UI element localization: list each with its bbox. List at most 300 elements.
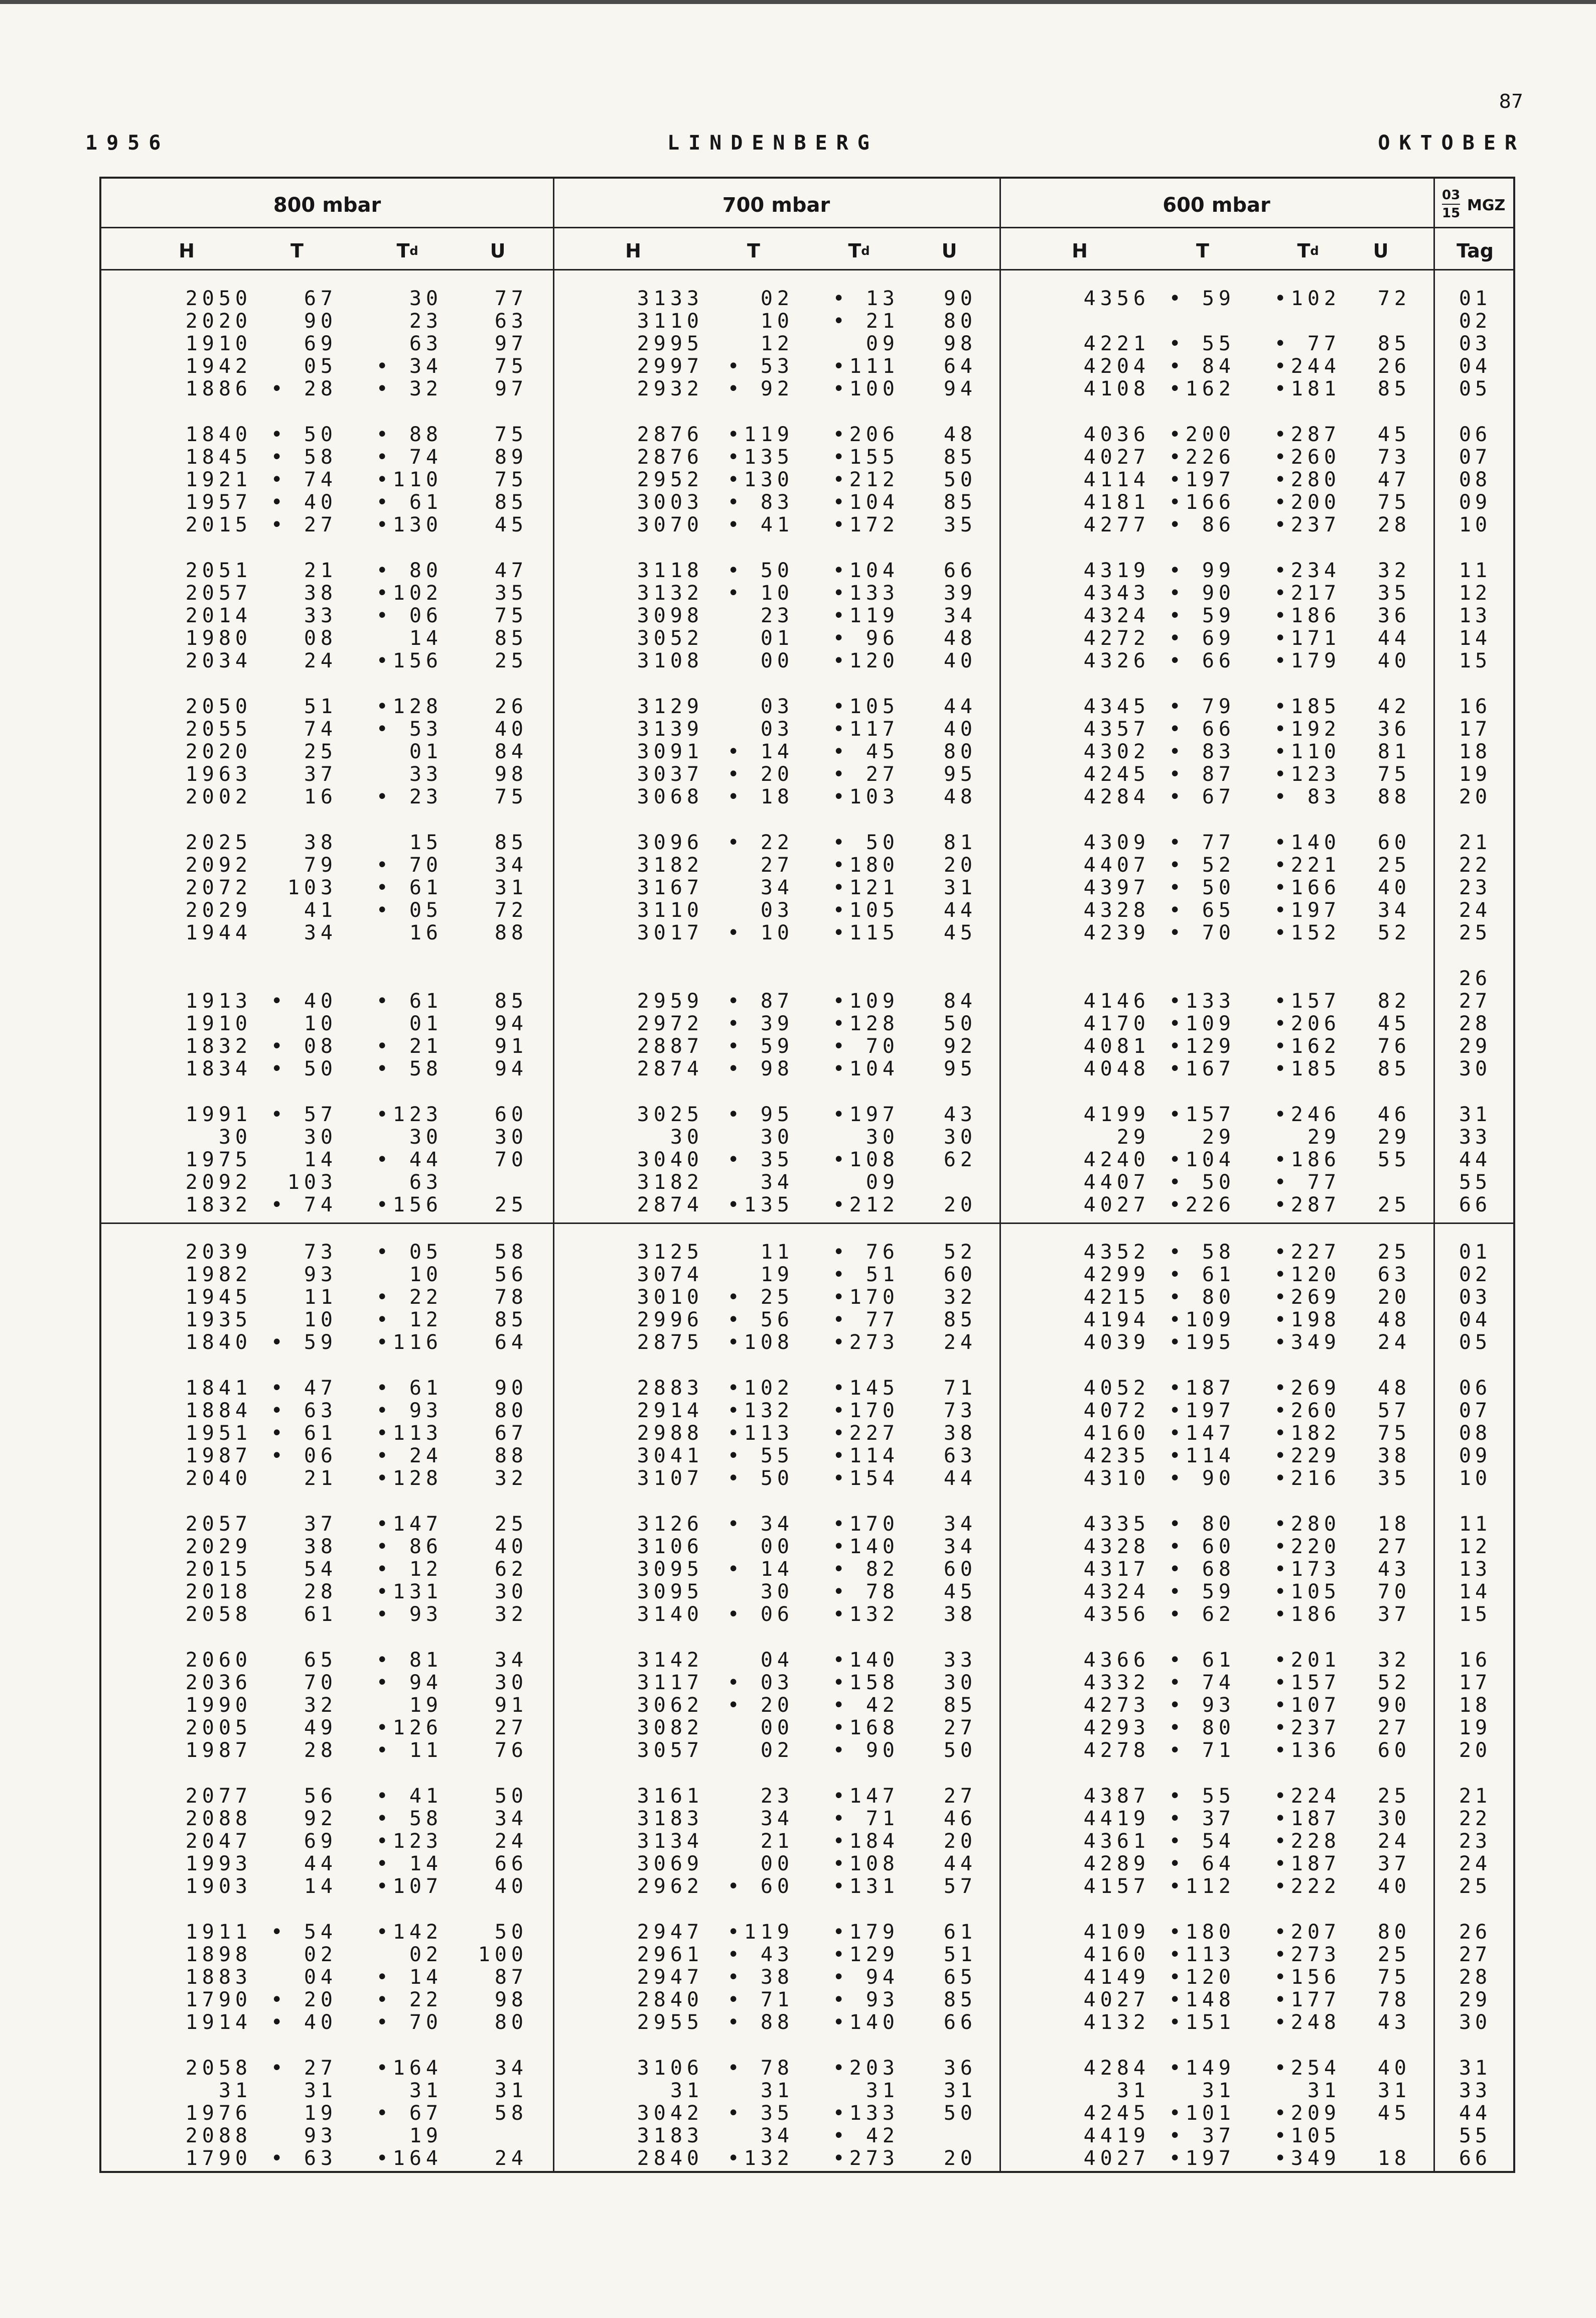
cell-t-800: 74	[304, 718, 337, 741]
cell-tag: 26	[1459, 967, 1492, 990]
cell-td-600: •157	[1274, 990, 1341, 1013]
cell-td-600: •152	[1274, 921, 1341, 944]
cell-t-700: 00	[760, 649, 794, 672]
cell-h-700: 3069	[637, 1852, 703, 1875]
cell-t-700: • 59	[727, 1035, 794, 1058]
cell-t-700: 19	[760, 1263, 794, 1286]
cell-tag: 20	[1459, 1739, 1492, 1762]
cell-td-700: •132	[832, 1603, 899, 1626]
cell-u-800: 30	[494, 1671, 528, 1694]
cell-t-800: 16	[304, 785, 337, 808]
cell-t-700: •102	[727, 1377, 794, 1400]
cell-u-700: 31	[943, 876, 977, 899]
cell-td-700: •104	[832, 1057, 899, 1080]
cell-td-700: •121	[832, 876, 899, 899]
cell-td-600: •192	[1274, 718, 1341, 741]
cell-td-600: •220	[1274, 1535, 1341, 1558]
cell-t-800: 30	[304, 1126, 337, 1149]
cell-u-800: 30	[494, 1580, 528, 1603]
cell-t-600: •149	[1169, 2057, 1235, 2080]
cell-td-800: 30	[409, 287, 443, 310]
cell-h-800: 2039	[185, 1241, 252, 1264]
cell-t-700: 23	[760, 604, 794, 627]
cell-tag: 09	[1459, 1444, 1492, 1467]
table-row	[101, 2011, 1513, 2034]
cell-td-700: •140	[832, 2011, 899, 2034]
cell-td-700: • 93	[832, 1988, 899, 2011]
cell-td-600: •224	[1274, 1785, 1341, 1808]
col-header-t-600: T	[1196, 240, 1209, 262]
cell-h-600: 4081	[1083, 1035, 1150, 1058]
cell-td-800: • 61	[376, 1377, 443, 1400]
cell-td-600: •280	[1274, 1513, 1341, 1536]
cell-t-600: •197	[1169, 2147, 1235, 2170]
cell-t-800: • 63	[270, 2147, 337, 2170]
cell-tag: 26	[1459, 1921, 1492, 1944]
cell-h-800: 1945	[185, 1286, 252, 1309]
cell-h-700: 2874	[637, 1057, 703, 1080]
cell-h-600: 4328	[1083, 1535, 1150, 1558]
cell-u-700: 92	[943, 1035, 977, 1058]
cell-t-800: 65	[304, 1649, 337, 1672]
cell-t-800: 19	[304, 2102, 337, 2125]
cell-u-700: 40	[943, 718, 977, 741]
cell-u-800: 75	[494, 355, 528, 378]
cell-u-600	[1280, 967, 1411, 990]
cell-h-800: 1976	[185, 2102, 252, 2125]
cell-td-800: •164	[376, 2147, 443, 2170]
cell-h-700: 2932	[637, 377, 703, 400]
cell-t-600: • 70	[1169, 921, 1235, 944]
table-row	[101, 332, 1513, 355]
cell-h-700: 3167	[637, 876, 703, 899]
cell-td-700: •170	[832, 1513, 899, 1536]
cell-u-600: 57	[1377, 1399, 1411, 1422]
cell-td-600: •237	[1274, 513, 1341, 536]
cell-u-800: 31	[494, 876, 528, 899]
cell-t-600: •148	[1169, 1988, 1235, 2011]
cell-u-700: 80	[943, 740, 977, 763]
cell-td-700: • 78	[832, 1580, 899, 1603]
cell-td-600: •234	[1274, 559, 1341, 582]
cell-td-600: •198	[1274, 1308, 1341, 1331]
cell-t-800: • 59	[270, 1331, 337, 1354]
cell-u-600: 85	[1377, 332, 1411, 355]
cell-tag: 18	[1459, 740, 1492, 763]
cell-h-600: 4352	[1083, 1241, 1150, 1264]
mgz-label: MGZ	[1467, 197, 1506, 214]
cell-h-800: 2029	[185, 1535, 252, 1558]
cell-t-800: 08	[304, 627, 337, 650]
cell-h-800: 2088	[185, 2124, 252, 2147]
cell-u-700: 62	[943, 1148, 977, 1171]
cell-u-800: 35	[494, 582, 528, 605]
cell-td-800: • 61	[376, 876, 443, 899]
cell-td-700: •128	[832, 1012, 899, 1035]
cell-u-600: 70	[1377, 1580, 1411, 1603]
cell-tag: 16	[1459, 1649, 1492, 1672]
cell-h-800: 2057	[185, 582, 252, 605]
cell-t-700: • 78	[727, 2057, 794, 2080]
cell-td-600: •186	[1274, 1603, 1341, 1626]
cell-t-800: 56	[304, 1785, 337, 1808]
cell-td-700: •105	[832, 899, 899, 922]
cell-td-600: •177	[1274, 1988, 1341, 2011]
cell-tag: 12	[1459, 1535, 1492, 1558]
cell-t-600: • 55	[1169, 1785, 1235, 1808]
cell-td-600: •187	[1274, 1852, 1341, 1875]
cell-t-700: •132	[727, 1399, 794, 1422]
cell-h-700: 3140	[637, 1603, 703, 1626]
cell-h-800: 2014	[185, 604, 252, 627]
cell-u-600: 73	[1377, 446, 1411, 469]
cell-h-700: 2840	[637, 2147, 703, 2170]
cell-tag: 23	[1459, 876, 1492, 899]
table-row	[101, 1444, 1513, 1467]
table-row	[101, 1875, 1513, 1898]
cell-t-600: • 60	[1169, 1535, 1235, 1558]
cell-t-600: •113	[1169, 1943, 1235, 1966]
cell-h-600: 4052	[1083, 1377, 1150, 1400]
cell-td-700: •109	[832, 990, 899, 1013]
cell-t-600: •114	[1169, 1444, 1235, 1467]
cell-u-600: 88	[1377, 785, 1411, 808]
cell-u-600: 28	[1377, 513, 1411, 536]
cell-t-700: 23	[760, 1785, 794, 1808]
mgz-numerator: 03	[1442, 187, 1460, 205]
cell-h-600: 4278	[1083, 1739, 1150, 1762]
table-row	[101, 876, 1513, 899]
cell-td-800: •130	[376, 513, 443, 536]
cell-u-600: 25	[1377, 1241, 1411, 1264]
cell-td-700: •212	[832, 1193, 899, 1216]
cell-u-800: 75	[494, 468, 528, 491]
cell-td-600: •185	[1274, 1057, 1341, 1080]
cell-t-800: • 08	[270, 1035, 337, 1058]
table-row	[101, 831, 1513, 854]
cell-tag: 28	[1459, 1966, 1492, 1989]
cell-h-700: 3098	[637, 604, 703, 627]
cell-td-800: • 32	[376, 377, 443, 400]
cell-h-600: 4239	[1083, 921, 1150, 944]
table-row	[101, 1286, 1513, 1309]
cell-h-800: 1957	[185, 491, 252, 514]
cell-tag: 20	[1459, 785, 1492, 808]
cell-h-800: 1951	[185, 1422, 252, 1445]
cell-u-600: 35	[1377, 582, 1411, 605]
cell-tag: 21	[1459, 1785, 1492, 1808]
cell-td-800: • 21	[376, 1035, 443, 1058]
mgz-fraction	[1442, 187, 1460, 222]
cell-h-800: 31	[218, 2079, 252, 2102]
cell-td-600: •287	[1274, 423, 1341, 446]
cell-t-800: 103	[287, 1171, 337, 1194]
cell-h-600: 4027	[1083, 1193, 1150, 1216]
cell-td-800: 14	[409, 627, 443, 650]
cell-u-700: 95	[943, 763, 977, 786]
cell-t-800: 51	[304, 695, 337, 718]
cell-t-800: 38	[304, 831, 337, 854]
cell-td-600: • 77	[1274, 1171, 1341, 1194]
cell-u-700: 45	[943, 921, 977, 944]
table-row	[101, 1921, 1513, 1944]
col-header-td-600: T d	[1297, 240, 1319, 262]
cell-h-800: 2002	[185, 785, 252, 808]
cell-td-600: •287	[1274, 1193, 1341, 1216]
cell-u-700: 94	[943, 377, 977, 400]
cell-tag: 02	[1459, 310, 1492, 333]
cell-u-800: 70	[494, 1148, 528, 1171]
cell-td-800: • 70	[376, 2011, 443, 2034]
cell-t-700: • 20	[727, 1694, 794, 1717]
cell-u-600: 25	[1377, 854, 1411, 877]
cell-h-700: 2988	[637, 1422, 703, 1445]
cell-u-600: 26	[1377, 355, 1411, 378]
table-row	[101, 1263, 1513, 1286]
cell-u-700: 50	[943, 1739, 977, 1762]
cell-td-700: • 70	[832, 1035, 899, 1058]
cell-tag: 24	[1459, 1852, 1492, 1875]
cell-tag: 09	[1459, 491, 1492, 514]
cell-u-600: 24	[1377, 1331, 1411, 1354]
cell-h-800: 2050	[185, 695, 252, 718]
cell-td-700: •227	[832, 1422, 899, 1445]
cell-h-800: 2040	[185, 1467, 252, 1490]
cell-t-600: • 59	[1169, 604, 1235, 627]
cell-td-700: • 82	[832, 1558, 899, 1581]
cell-t-600: •129	[1169, 1035, 1235, 1058]
cell-h-600: 4277	[1083, 513, 1150, 536]
cell-u-800: 75	[494, 604, 528, 627]
cell-td-700: •111	[832, 355, 899, 378]
cell-tag: 16	[1459, 695, 1492, 718]
cell-t-700: • 34	[727, 1513, 794, 1536]
col-header-td-700: T d	[848, 240, 870, 262]
cell-u-800: 76	[494, 1739, 528, 1762]
cell-t-600: • 50	[1169, 876, 1235, 899]
cell-h-600: 4397	[1083, 876, 1150, 899]
cell-t-600: • 62	[1169, 1603, 1235, 1626]
cell-t-800: 61	[304, 1603, 337, 1626]
cell-td-800: •156	[376, 1193, 443, 1216]
cell-td-600: •200	[1274, 491, 1341, 514]
table-row	[101, 2147, 1513, 2170]
cell-t-700: • 60	[727, 1875, 794, 1898]
table-row	[101, 1785, 1513, 1808]
cell-h-800: 1790	[185, 2147, 252, 2170]
cell-u-600: 40	[1377, 2057, 1411, 2080]
cell-h-700: 2876	[637, 423, 703, 446]
cell-u-800: 98	[494, 763, 528, 786]
cell-u-600: 48	[1377, 1377, 1411, 1400]
cell-u-800: 84	[494, 740, 528, 763]
cell-t-800: 25	[304, 740, 337, 763]
table-row	[101, 649, 1513, 672]
cell-t-600: • 37	[1169, 1807, 1235, 1830]
cell-tag: 07	[1459, 446, 1492, 469]
cell-td-700: •105	[832, 695, 899, 718]
cell-u-600: 75	[1377, 763, 1411, 786]
cell-t-700: • 95	[727, 1103, 794, 1126]
cell-h-600: 4335	[1083, 1513, 1150, 1536]
table-row	[101, 582, 1513, 605]
cell-td-700: •140	[832, 1535, 899, 1558]
cell-h-600: 29	[1116, 1126, 1150, 1149]
cell-tag: 44	[1459, 1148, 1492, 1171]
cell-h-800: 2055	[185, 718, 252, 741]
cell-td-700: • 42	[832, 2124, 899, 2147]
cell-t-800: 10	[304, 1308, 337, 1331]
cell-u-800: 85	[494, 627, 528, 650]
cell-t-700: • 06	[727, 1603, 794, 1626]
cell-u-700: 73	[943, 1399, 977, 1422]
cell-t-700: 21	[760, 1830, 794, 1853]
cell-tag: 10	[1459, 1467, 1492, 1490]
cell-td-700: •145	[832, 1377, 899, 1400]
cell-td-800: • 93	[376, 1399, 443, 1422]
cell-td-700: •179	[832, 1921, 899, 1944]
cell-t-600: • 99	[1169, 559, 1235, 582]
cell-h-800: 2051	[185, 559, 252, 582]
cell-td-700: •212	[832, 468, 899, 491]
table-row	[101, 1193, 1513, 1216]
cell-td-600: •260	[1274, 1399, 1341, 1422]
cell-h-800: 2092	[185, 854, 252, 877]
cell-td-800: • 67	[376, 2102, 443, 2125]
cell-t-700: • 50	[727, 559, 794, 582]
cell-h-800: 1832	[185, 1035, 252, 1058]
cell-t-600: • 66	[1169, 649, 1235, 672]
cell-tag: 02	[1459, 1263, 1492, 1286]
cell-h-800: 2058	[185, 1603, 252, 1626]
cell-h-700: 3183	[637, 1807, 703, 1830]
cell-u-800: 40	[494, 1875, 528, 1898]
table-row	[101, 1580, 1513, 1603]
col-header-u-800: U	[490, 240, 506, 262]
table-row	[101, 513, 1513, 536]
cell-u-600: 40	[1377, 1875, 1411, 1898]
cell-td-700: •184	[832, 1830, 899, 1853]
table-row	[101, 967, 1513, 990]
cell-td-700: • 50	[832, 831, 899, 854]
cell-td-600: •157	[1274, 1671, 1341, 1694]
cell-u-600: 85	[1377, 377, 1411, 400]
cell-tag: 08	[1459, 1422, 1492, 1445]
cell-t-800: 05	[304, 355, 337, 378]
cell-t-700: 03	[760, 695, 794, 718]
header-month: OKTOBER	[1378, 131, 1526, 155]
cell-t-600: •167	[1169, 1057, 1235, 1080]
cell-t-700: 01	[760, 627, 794, 650]
cell-t-700: • 22	[727, 831, 794, 854]
cell-h-800: 2015	[185, 1558, 252, 1581]
cell-td-700: 31	[865, 2079, 899, 2102]
cell-h-800: 2088	[185, 1807, 252, 1830]
cell-u-700: 61	[943, 1921, 977, 1944]
table-row	[101, 763, 1513, 786]
cell-u-600: 43	[1377, 2011, 1411, 2034]
cell-u-600: 40	[1377, 876, 1411, 899]
cell-t-600: •226	[1169, 1193, 1235, 1216]
cell-t-800: • 50	[270, 1057, 337, 1080]
cell-h-800: 1911	[185, 1921, 252, 1944]
cell-u-600: 80	[1377, 1921, 1411, 1944]
cell-tag: 44	[1459, 2102, 1492, 2125]
cell-h-800: 2029	[185, 899, 252, 922]
cell-td-800: •123	[376, 1830, 443, 1853]
cell-u-600: 55	[1377, 1148, 1411, 1171]
cell-td-600: 31	[1307, 2079, 1341, 2102]
cell-t-700: •108	[727, 1331, 794, 1354]
cell-h-800: 1841	[185, 1377, 252, 1400]
cell-t-700: • 92	[727, 377, 794, 400]
cell-td-700: •103	[832, 785, 899, 808]
cell-h-700: 2887	[637, 1035, 703, 1058]
table-row	[101, 355, 1513, 378]
cell-h-600: 4356	[1083, 287, 1150, 310]
cell-td-600: •140	[1274, 831, 1341, 854]
cell-h-700: 3183	[637, 2124, 703, 2147]
cell-td-700: •133	[832, 582, 899, 605]
cell-h-600: 4072	[1083, 1399, 1150, 1422]
cell-td-800: • 11	[376, 1739, 443, 1762]
table-row	[101, 1241, 1513, 1264]
cell-u-800: 90	[494, 1377, 528, 1400]
cell-td-700: •158	[832, 1671, 899, 1694]
table-row	[101, 695, 1513, 718]
cell-h-800: 1832	[185, 1193, 252, 1216]
cell-h-700: 2972	[637, 1012, 703, 1035]
cell-h-700: 3107	[637, 1467, 703, 1490]
cell-tag: 29	[1459, 1988, 1492, 2011]
cell-h-800: 2058	[185, 2057, 252, 2080]
cell-h-700: 3110	[637, 899, 703, 922]
table-row	[101, 1558, 1513, 1581]
cell-u-800: 85	[494, 491, 528, 514]
cell-tag: 23	[1459, 1830, 1492, 1853]
cell-td-600: •179	[1274, 649, 1341, 672]
table-row	[101, 1671, 1513, 1694]
cell-td-800: 19	[409, 2124, 443, 2147]
cell-td-800: •156	[376, 649, 443, 672]
cell-td-600: •186	[1274, 604, 1341, 627]
cell-u-600: 52	[1377, 1671, 1411, 1694]
cell-t-800: 11	[304, 1286, 337, 1309]
cell-td-800: 01	[409, 1012, 443, 1035]
cell-td-600: •254	[1274, 2057, 1341, 2080]
cell-h-800: 1921	[185, 468, 252, 491]
cell-u-800: 85	[494, 990, 528, 1013]
cell-td-800: 30	[409, 1126, 443, 1149]
cell-h-600: 4027	[1083, 1988, 1150, 2011]
cell-td-700: •104	[832, 559, 899, 582]
cell-h-600: 4345	[1083, 695, 1150, 718]
cell-t-600: • 69	[1169, 627, 1235, 650]
top-edge	[0, 0, 1596, 4]
cell-h-700: 3134	[637, 1830, 703, 1853]
cell-td-600: •229	[1274, 1444, 1341, 1467]
cell-td-600: •186	[1274, 1148, 1341, 1171]
cell-t-700: 34	[760, 2124, 794, 2147]
cell-t-700: 12	[760, 332, 794, 355]
cell-h-700: 2876	[637, 446, 703, 469]
cell-u-800: 47	[494, 559, 528, 582]
cell-t-700: 10	[760, 310, 794, 333]
cell-u-600: 38	[1377, 1444, 1411, 1467]
cell-u-800: 45	[494, 513, 528, 536]
cell-u-800: 56	[494, 1263, 528, 1286]
table-row	[101, 1377, 1513, 1400]
